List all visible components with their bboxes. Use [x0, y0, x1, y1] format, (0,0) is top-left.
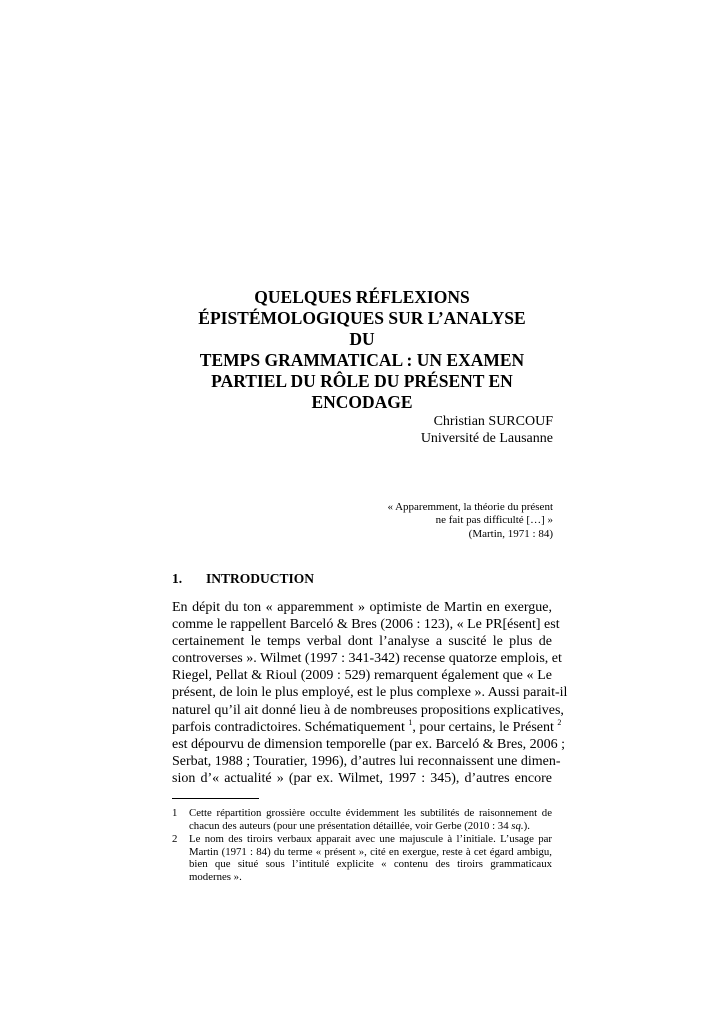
title-line: ENCODAGE: [311, 392, 413, 412]
body-text: , pour certains, le Présent: [412, 719, 554, 735]
article-title: [190, 287, 534, 413]
section-heading: [172, 571, 314, 587]
section-number: 1.: [172, 571, 183, 586]
footnote-line: Cette répartition grossière occulte évidemment les subtilités de raisonnement de: [189, 807, 552, 819]
title-line: PARTIEL DU RÔLE DU PRÉSENT EN: [211, 371, 513, 391]
footnote-line: modernes ».: [189, 870, 242, 883]
author-block: [421, 413, 553, 447]
section-title: INTRODUCTION: [206, 571, 315, 586]
body-line: sion d’« actualité » (par ex. Wilmet, 1997 : 345), d’autres encore: [172, 770, 552, 786]
body-line: Riegel, Pellat & Rioul (2009 : 529) remarquent également que « Le: [172, 668, 552, 684]
author-name: Christian SURCOUF: [433, 414, 553, 429]
footnote-2: [172, 833, 552, 883]
footnote-number: 1: [172, 807, 178, 819]
title-line: QUELQUES RÉFLEXIONS: [254, 287, 470, 307]
footnote-italic: sq.: [511, 819, 524, 832]
epigraph-line: ne fait pas difficulté […] »: [435, 514, 553, 527]
footnote-text: chacun des auteurs (pour une présentation détaillée, voir Gerbe (2010 : 34: [189, 819, 512, 832]
body-line: Serbat, 1988 ; Touratier, 1996), d’autres lui reconnaissent une dimen-: [172, 753, 561, 769]
footnote-line: bien que situé sous l’intitulé explicite « contenu des tiroirs grammaticaux: [189, 858, 552, 871]
body-line: controverses ». Wilmet (1997 : 341-342) recense quatorze emplois, et: [172, 651, 562, 667]
body-line: présent, de loin le plus employé, est le plus complexe ». Aussi parait-il: [172, 685, 568, 701]
body-line-with-footnotes: [172, 717, 562, 736]
title-line: ÉPISTÉMOLOGIQUES SUR L’ANALYSE DU: [198, 308, 526, 349]
footnote-ref-2[interactable]: 2: [557, 717, 562, 727]
title-line: TEMPS GRAMMATICAL : UN EXAMEN: [199, 350, 525, 370]
body-line: En dépit du ton « apparemment » optimiste de Martin en exergue,: [172, 600, 552, 615]
epigraph: [387, 501, 553, 541]
epigraph-citation: (Martin, 1971 : 84): [468, 527, 553, 540]
footnote-separator: [172, 798, 259, 799]
body-line: naturel qu’il ait donné lieu à de nombreuses propositions explicatives,: [172, 702, 564, 718]
footnote-line: Martin (1971 : 84) du terme « présent », cité en exergue, reste à cet égard ambigu,: [189, 845, 552, 858]
body-line: est dépourvu de dimension temporelle (par ex. Barceló & Bres, 2006 ;: [172, 736, 566, 752]
footnote-1: [172, 807, 552, 832]
body-text: parfois contradictoires. Schématiquement: [172, 719, 405, 735]
footnote-text: ).: [523, 819, 530, 832]
body-line: certainement le temps verbal dont l’analyse a suscité le plus de: [172, 634, 552, 650]
body-paragraph: [172, 599, 568, 787]
footnote-line: [189, 820, 552, 833]
footnote-line: Le nom des tiroirs verbaux apparait avec une majuscule à l’initiale. L’usage par: [189, 833, 552, 846]
footnote-ref-1[interactable]: 1: [408, 717, 413, 727]
epigraph-line: « Apparemment, la théorie du présent: [387, 501, 553, 513]
footnotes: [172, 807, 552, 885]
footnote-number: 2: [172, 833, 178, 846]
body-line: comme le rappellent Barceló & Bres (2006 : 123), « Le PR[ésent] est: [172, 617, 560, 633]
author-affiliation: Université de Lausanne: [420, 431, 553, 446]
